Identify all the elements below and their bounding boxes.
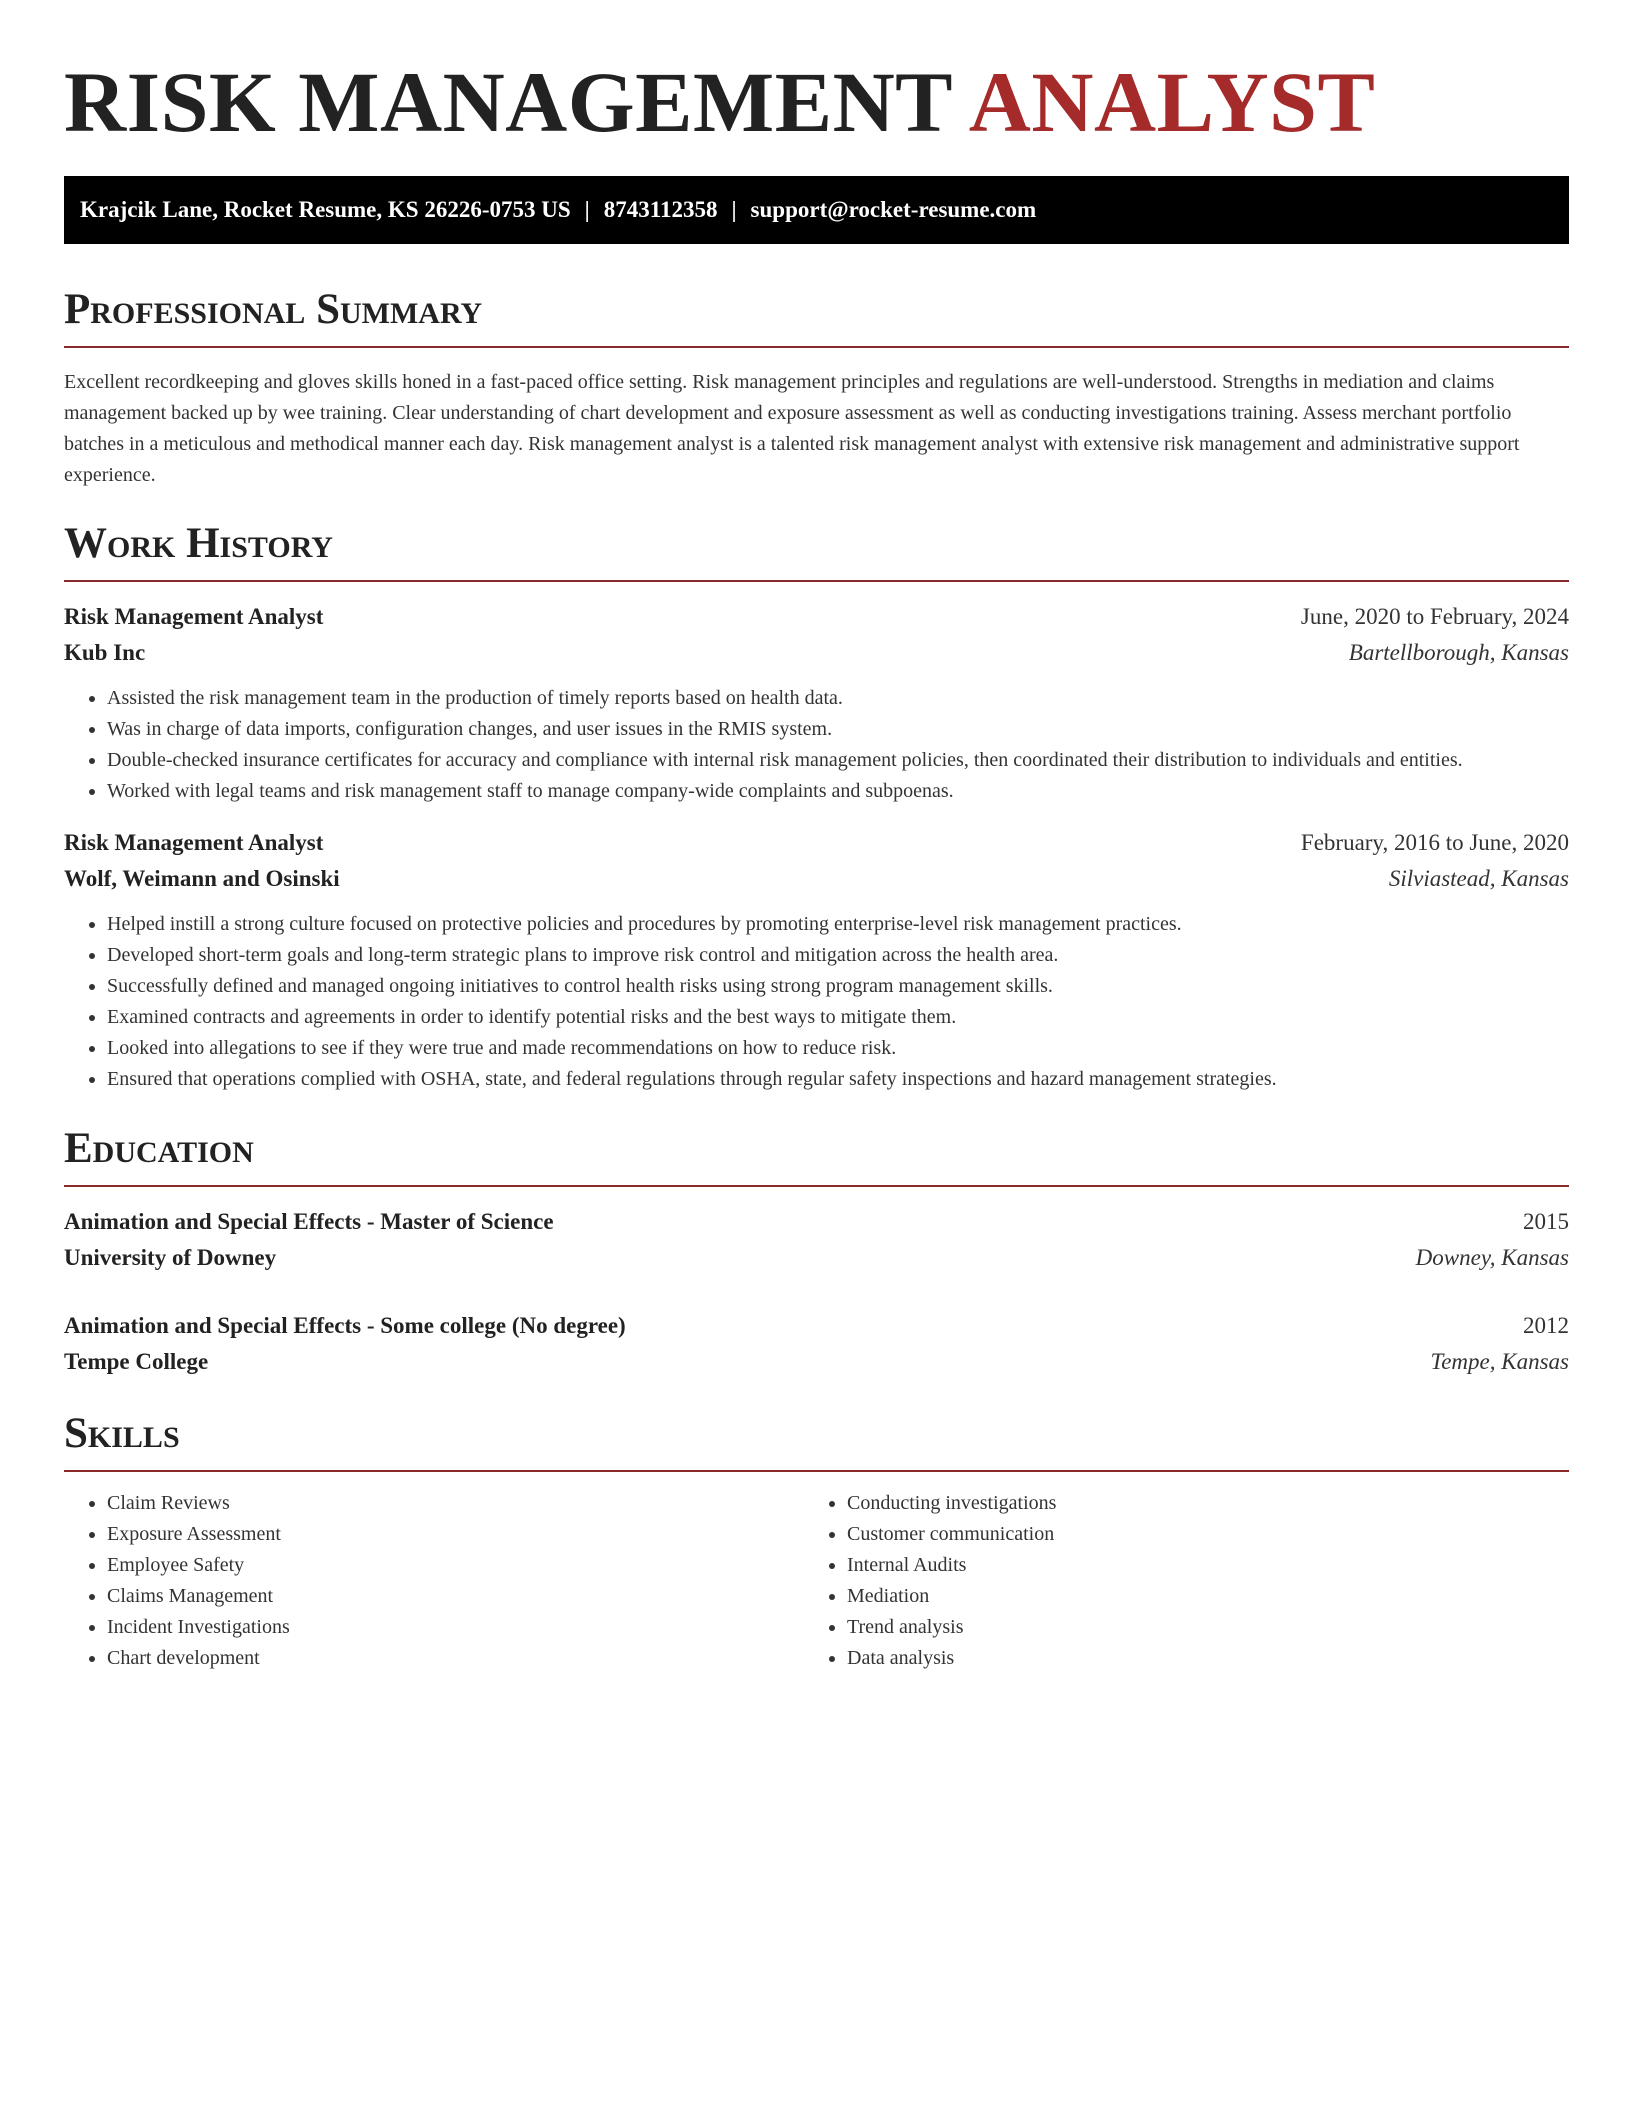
section-heading-summary: Professional Summary [64, 286, 1569, 348]
job-dates: June, 2020 to February, 2024 [1300, 604, 1569, 629]
job-bullet: • Assisted the risk management team in the production of timely reports based on health data. [107, 683, 1569, 714]
education-entry [64, 1308, 1569, 1380]
degree-year: 2015 [1523, 1209, 1569, 1234]
skill-item: • Internal Audits [847, 1550, 1544, 1581]
job-bullets [64, 683, 1569, 807]
contact-separator: | [731, 197, 737, 222]
summary-text: Excellent recordkeeping and gloves skills honed in a fast-paced office setting. Risk management principles and regulations are well-understood. Strengths in mediation and claims management backed up by wee training. Clear understanding of chart development and exposure assessment as well as conducting investigations training. Assess merchant portfolio batches in a meticulous and methodical manner each day. Risk management analyst is a talented risk management analyst with extensive risk management and administrative support experience. [64, 371, 1520, 486]
skill-item: • Customer communication [847, 1519, 1544, 1550]
job-bullet: • Was in charge of data imports, configuration changes, and user issues in the RMIS system. [107, 714, 1569, 745]
job-company-row [64, 861, 1569, 897]
job-bullet: • Ensured that operations complied with OSHA, state, and federal regulations through regular safety inspections and hazard management strategies. [107, 1064, 1569, 1095]
title-accent: ANALYST [968, 54, 1376, 150]
skills-columns [64, 1488, 1569, 1674]
school-row [64, 1344, 1569, 1380]
contact-address: Krajcik Lane, Rocket Resume, KS 26226-0753 US [80, 197, 571, 222]
job-entry [64, 599, 1569, 807]
job-bullet: • Developed short-term goals and long-term strategic plans to improve risk control and mitigation across the health area. [107, 940, 1569, 971]
skill-item: • Exposure Assessment [107, 1519, 804, 1550]
section-heading-skills: Skills [64, 1410, 1569, 1472]
resume-page [64, 0, 1569, 1674]
job-bullet: • Helped instill a strong culture focused on protective policies and procedures by promoting enterprise-level risk management practices. [107, 909, 1569, 940]
school-name: University of Downey [64, 1245, 277, 1270]
job-bullet: • Looked into allegations to see if they were true and made recommendations on how to reduce risk. [107, 1033, 1569, 1064]
resume-title [64, 0, 1569, 162]
skills-list-right [804, 1488, 1544, 1674]
job-bullet: • Successfully defined and managed ongoing initiatives to control health risks using strong program management skills. [107, 971, 1569, 1002]
skill-item: • Data analysis [847, 1643, 1544, 1674]
job-location: Bartellborough, Kansas [1348, 640, 1569, 665]
school-location: Downey, Kansas [1415, 1245, 1569, 1270]
job-dates: February, 2016 to June, 2020 [1300, 830, 1569, 855]
job-company: Kub Inc [64, 640, 146, 665]
skill-item: • Incident Investigations [107, 1612, 804, 1643]
degree-year: 2012 [1523, 1313, 1569, 1338]
section-heading-education: Education [64, 1125, 1569, 1187]
contact-phone: 8743112358 [603, 197, 718, 222]
contact-bar [64, 176, 1569, 244]
job-bullet: • Double-checked insurance certificates for accuracy and compliance with internal risk management policies, then coordinated their distribution to individuals and entities. [107, 745, 1569, 776]
job-entry [64, 825, 1569, 1095]
job-company-row [64, 635, 1569, 671]
degree-row [64, 1204, 1569, 1240]
skill-item: • Trend analysis [847, 1612, 1544, 1643]
contact-separator: | [584, 197, 590, 222]
job-bullet: • Examined contracts and agreements in order to identify potential risks and the best ways to mitigate them. [107, 1002, 1569, 1033]
school-row [64, 1240, 1569, 1276]
school-location: Tempe, Kansas [1430, 1349, 1569, 1374]
skill-item: • Claims Management [107, 1581, 804, 1612]
job-title: Risk Management Analyst [64, 830, 324, 855]
skill-item: • Chart development [107, 1643, 804, 1674]
job-bullets [64, 909, 1569, 1095]
job-title-row [64, 825, 1569, 861]
skill-item: • Employee Safety [107, 1550, 804, 1581]
skill-item: • Mediation [847, 1581, 1544, 1612]
degree-name: Animation and Special Effects - Some college (No degree) [64, 1313, 626, 1338]
job-title: Risk Management Analyst [64, 604, 324, 629]
degree-name: Animation and Special Effects - Master of Science [64, 1209, 554, 1234]
title-main: RISK MANAGEMENT [64, 54, 952, 150]
job-company: Wolf, Weimann and Osinski [64, 866, 340, 891]
skill-item: • Conducting investigations [847, 1488, 1544, 1519]
job-location: Silviastead, Kansas [1388, 866, 1569, 891]
education-entry [64, 1204, 1569, 1276]
skills-list-left [64, 1488, 804, 1674]
job-title-row [64, 599, 1569, 635]
degree-row [64, 1308, 1569, 1344]
contact-email: support@rocket-resume.com [750, 197, 1037, 222]
school-name: Tempe College [64, 1349, 209, 1374]
skill-item: • Claim Reviews [107, 1488, 804, 1519]
job-bullet: • Worked with legal teams and risk management staff to manage company-wide complaints and subpoenas. [107, 776, 1569, 807]
section-heading-work-history: Work History [64, 520, 1569, 582]
